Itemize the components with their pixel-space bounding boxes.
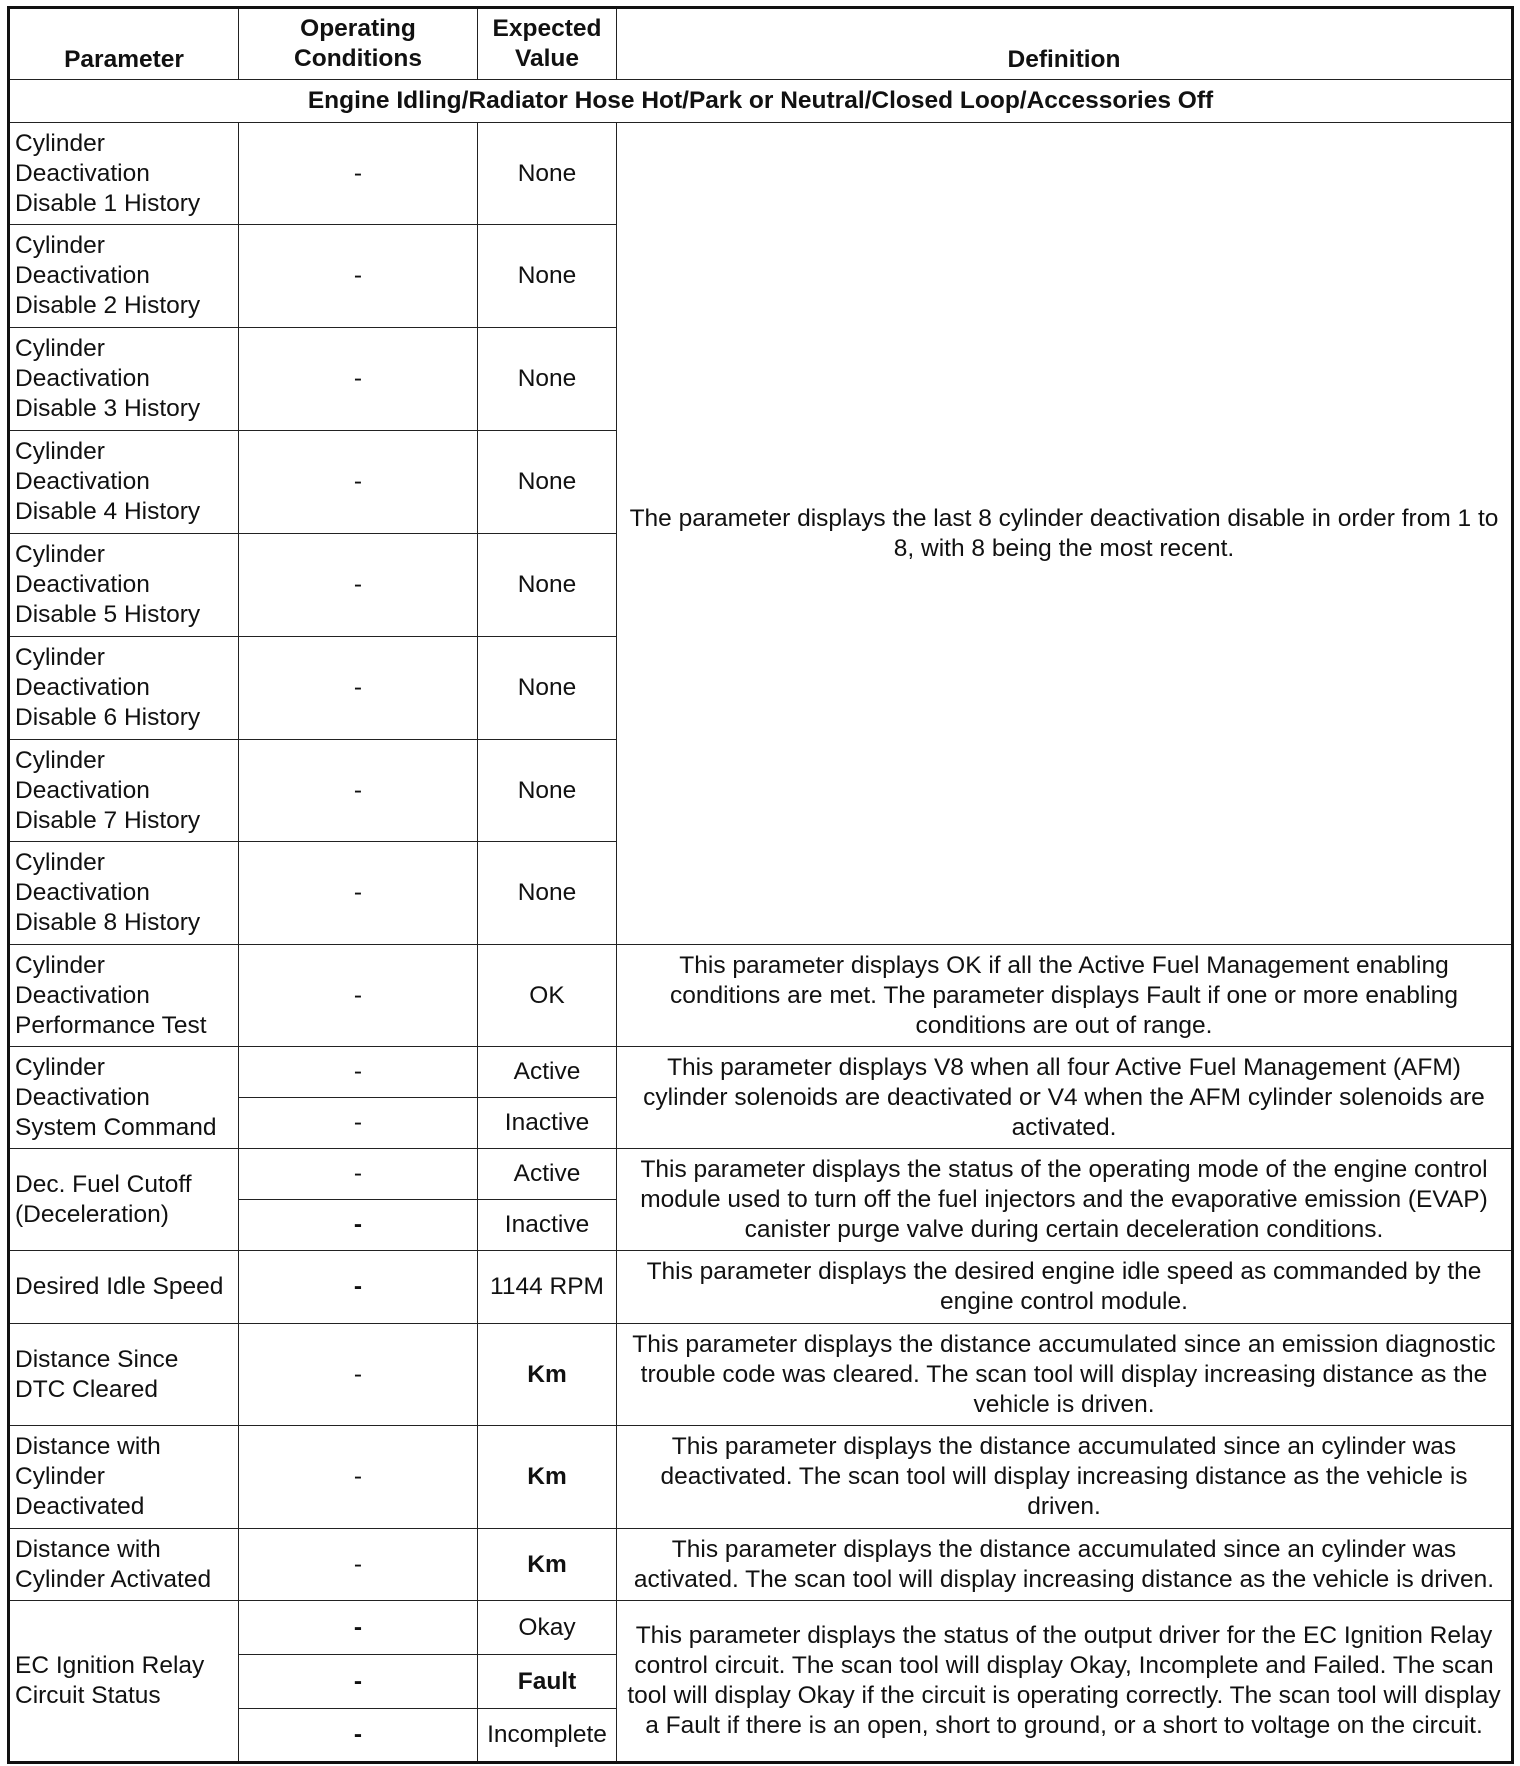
condition-cell: - <box>239 1047 478 1098</box>
table-row <box>9 123 1513 225</box>
value-cell: Km <box>478 1426 617 1529</box>
value-cell: None <box>478 225 617 328</box>
parameter-cell: Distance Since DTC Cleared <box>9 1324 239 1426</box>
definition-cell: This parameter displays the distance accumulated since an cylinder was activated. The scan tool will display increasing distance as the vehicle is driven. <box>617 1529 1513 1601</box>
value-cell: 1144 RPM <box>478 1251 617 1324</box>
parameter-cell: Desired Idle Speed <box>9 1251 239 1324</box>
condition-cell: - <box>239 637 478 740</box>
value-cell: Incomplete <box>478 1709 617 1763</box>
value-cell: Okay <box>478 1601 617 1655</box>
table-row <box>9 1324 1513 1426</box>
condition-cell: - <box>239 740 478 842</box>
condition-cell: - <box>239 431 478 534</box>
parameter-cell: Cylinder Deactivation Disable 6 History <box>9 637 239 740</box>
header-definition: Definition <box>617 8 1513 80</box>
parameter-cell: Distance with Cylinder Activated <box>9 1529 239 1601</box>
header-operating-conditions: Operating Conditions <box>239 8 478 80</box>
value-cell: OK <box>478 945 617 1047</box>
definition-cell: This parameter displays V8 when all four Active Fuel Management (AFM) cylinder solenoids are deactivated or V4 when the AFM cylinder solenoids are activated. <box>617 1047 1513 1149</box>
parameter-cell: Cylinder Deactivation Disable 5 History <box>9 534 239 637</box>
parameter-cell: Cylinder Deactivation Disable 3 History <box>9 328 239 431</box>
value-cell: Inactive <box>478 1098 617 1149</box>
definition-cell: This parameter displays OK if all the Active Fuel Management enabling conditions are met. The parameter displays Fault if one or more enabling conditions are out of range. <box>617 945 1513 1047</box>
table-row <box>9 1601 1513 1655</box>
definition-cell: This parameter displays the status of the output driver for the EC Ignition Relay control circuit. The scan tool will display Okay, Incomplete and Failed. The scan tool will display Okay if the circuit is operating correctly. The scan tool will display a Fault if there is an open, short to ground, or a short to voltage on the circuit. <box>617 1601 1513 1763</box>
value-cell: Km <box>478 1529 617 1601</box>
header-parameter: Parameter <box>9 8 239 80</box>
value-cell: Fault <box>478 1655 617 1709</box>
condition-cell: - <box>239 225 478 328</box>
table-row <box>9 1149 1513 1200</box>
parameter-cell: Cylinder Deactivation Disable 1 History <box>9 123 239 225</box>
definition-cell: This parameter displays the distance accumulated since an emission diagnostic trouble code was cleared. The scan tool will display increasing distance as the vehicle is driven. <box>617 1324 1513 1426</box>
header-expected-value: Expected Value <box>478 8 617 80</box>
condition-cell: - <box>239 1098 478 1149</box>
definition-cell: This parameter displays the status of the operating mode of the engine control module used to turn off the fuel injectors and the evaporative emission (EVAP) canister purge valve during certain deceleration conditions. <box>617 1149 1513 1251</box>
condition-cell: - <box>239 328 478 431</box>
condition-cell: - <box>239 1426 478 1529</box>
value-cell: Active <box>478 1047 617 1098</box>
definition-cell: This parameter displays the desired engine idle speed as commanded by the engine control module. <box>617 1251 1513 1324</box>
table-row <box>9 1047 1513 1098</box>
value-cell: None <box>478 534 617 637</box>
parameter-cell: Distance with Cylinder Deactivated <box>9 1426 239 1529</box>
parameter-cell: Dec. Fuel Cutoff (Deceleration) <box>9 1149 239 1251</box>
parameter-cell: Cylinder Deactivation Performance Test <box>9 945 239 1047</box>
parameter-cell: EC Ignition Relay Circuit Status <box>9 1601 239 1763</box>
table-row <box>9 1529 1513 1601</box>
table-row <box>9 945 1513 1047</box>
condition-cell: - <box>239 1149 478 1200</box>
definition-cell: This parameter displays the distance accumulated since an cylinder was deactivated. The scan tool will display increasing distance as the vehicle is driven. <box>617 1426 1513 1529</box>
parameter-cell: Cylinder Deactivation System Command <box>9 1047 239 1149</box>
value-cell: None <box>478 842 617 945</box>
value-cell: None <box>478 123 617 225</box>
condition-cell: - <box>239 1601 478 1655</box>
value-cell: Inactive <box>478 1200 617 1251</box>
header-row <box>9 8 1513 80</box>
condition-cell: - <box>239 1324 478 1426</box>
section-title: Engine Idling/Radiator Hose Hot/Park or Neutral/Closed Loop/Accessories Off <box>9 80 1513 123</box>
parameter-cell: Cylinder Deactivation Disable 4 History <box>9 431 239 534</box>
condition-cell: - <box>239 534 478 637</box>
value-cell: None <box>478 740 617 842</box>
value-cell: Active <box>478 1149 617 1200</box>
condition-cell: - <box>239 1251 478 1324</box>
section-row <box>9 80 1513 123</box>
value-cell: None <box>478 431 617 534</box>
condition-cell: - <box>239 1709 478 1763</box>
condition-cell: - <box>239 1200 478 1251</box>
condition-cell: - <box>239 945 478 1047</box>
value-cell: None <box>478 328 617 431</box>
value-cell: None <box>478 637 617 740</box>
condition-cell: - <box>239 123 478 225</box>
condition-cell: - <box>239 1529 478 1601</box>
parameter-cell: Cylinder Deactivation Disable 7 History <box>9 740 239 842</box>
table-row <box>9 1426 1513 1529</box>
parameter-cell: Cylinder Deactivation Disable 2 History <box>9 225 239 328</box>
parameter-table <box>7 6 1514 1764</box>
history-definition-cell: The parameter displays the last 8 cylinder deactivation disable in order from 1 to 8, with 8 being the most recent. <box>617 123 1513 945</box>
condition-cell: - <box>239 1655 478 1709</box>
table-row <box>9 1251 1513 1324</box>
parameter-cell: Cylinder Deactivation Disable 8 History <box>9 842 239 945</box>
condition-cell: - <box>239 842 478 945</box>
value-cell: Km <box>478 1324 617 1426</box>
